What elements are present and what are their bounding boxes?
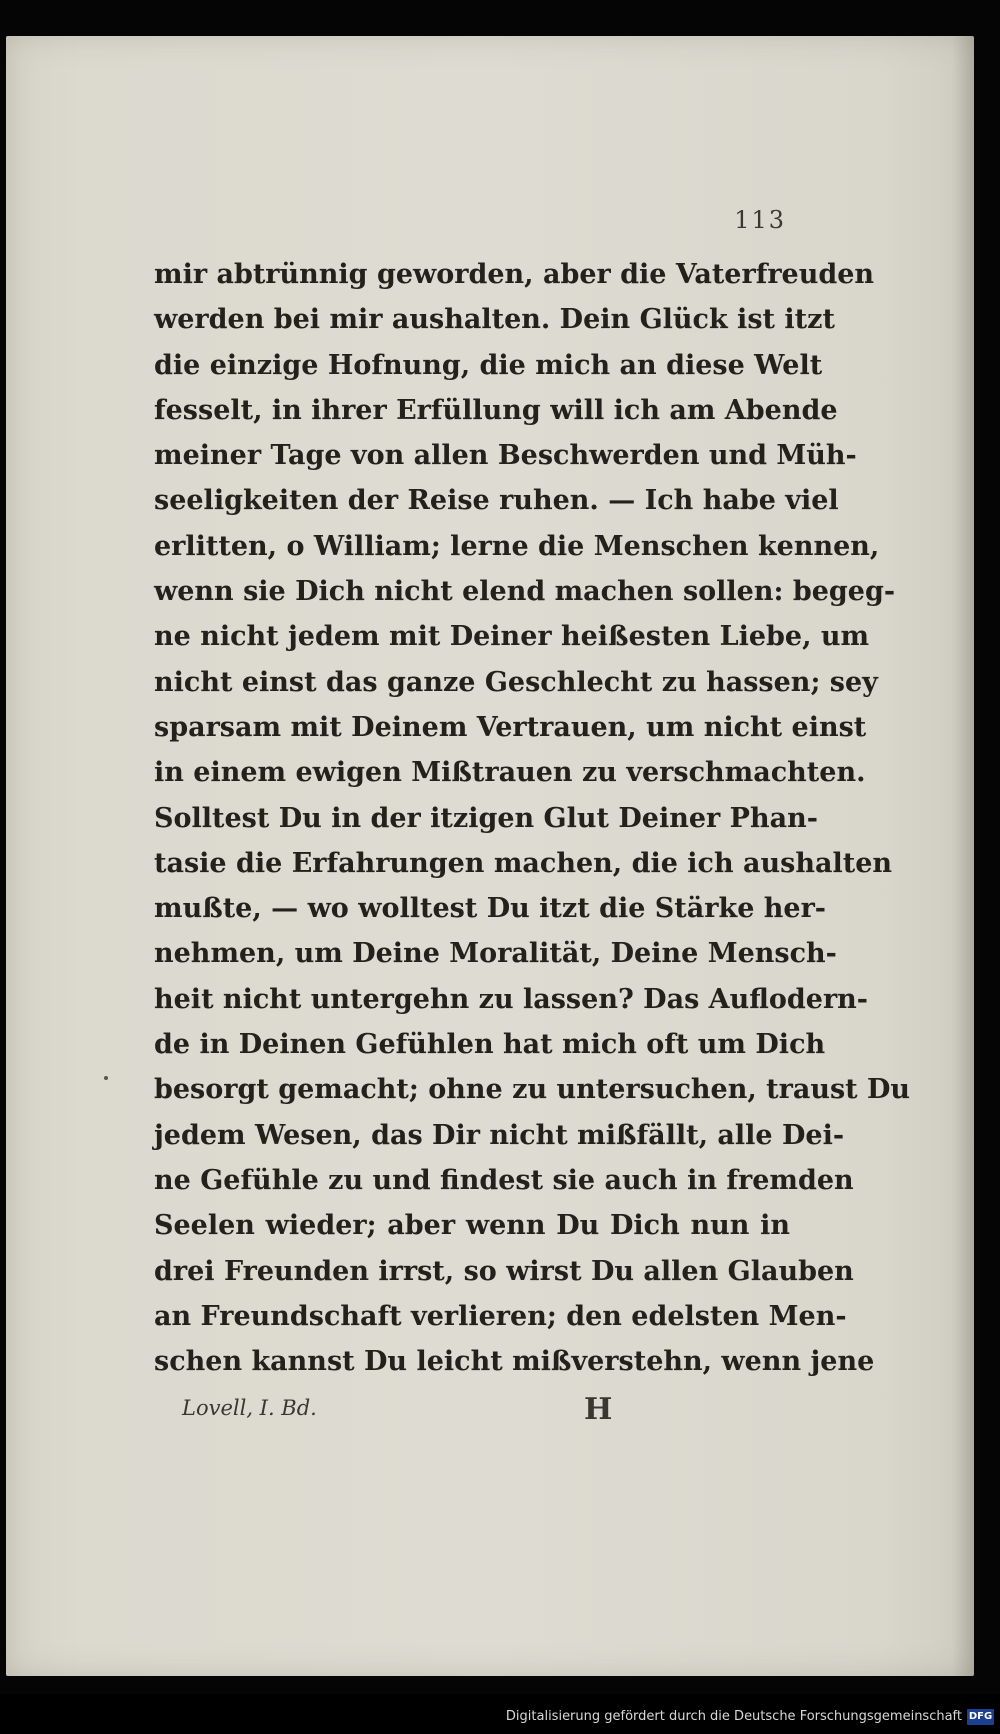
text-line: in einem ewigen Mißtrauen zu verschmachten.: [154, 757, 866, 789]
text-line: drei Freunden irrst, so wirst Du allen Glauben: [154, 1255, 854, 1287]
text-line: Solltest Du in der itzigen Glut Deiner Phan-: [154, 802, 818, 834]
text-line: nicht einst das ganze Geschlecht zu hassen; sey: [154, 666, 878, 698]
text-line: an Freundschaft verlieren; den edelsten Men-: [154, 1300, 847, 1332]
text-line: ne nicht jedem mit Deiner heißesten Liebe, um: [154, 621, 870, 653]
dfg-logo-icon: DFG: [967, 1709, 994, 1725]
page-number: 113: [734, 206, 786, 234]
text-line: Seelen wieder; aber wenn Du Dich nun in: [154, 1210, 790, 1242]
text-line: heit nicht untergehn zu lassen? Das Auflodern-: [154, 983, 869, 1015]
text-line: fesselt, in ihrer Erfüllung will ich am Abende: [154, 394, 838, 426]
page-text-body: [154, 252, 911, 1384]
credit-bar: [0, 1694, 1000, 1734]
text-line: tasie die Erfahrungen machen, die ich aushalten: [154, 847, 893, 879]
footer-title: Lovell, I. Bd.: [182, 1396, 317, 1420]
signature-mark: H: [584, 1392, 613, 1427]
text-line: seeligkeiten der Reise ruhen. — Ich habe viel: [154, 485, 839, 517]
book-page: [6, 36, 974, 1676]
text-line: schen kannst Du leicht mißverstehn, wenn jene: [154, 1346, 875, 1378]
text-line: mußte, — wo wolltest Du itzt die Stärke her-: [154, 893, 827, 925]
text-line: die einzige Hofnung, die mich an diese Welt: [154, 349, 823, 381]
text-line: de in Deinen Gefühlen hat mich oft um Dich: [154, 1029, 826, 1061]
text-line: mir abtrünnig geworden, aber die Vaterfreuden: [154, 259, 875, 290]
text-line: besorgt gemacht; ohne zu untersuchen, traust Du: [154, 1074, 911, 1106]
text-line: wenn sie Dich nicht elend machen sollen: begeg-: [154, 576, 896, 608]
text-line: sparsam mit Deinem Vertrauen, um nicht einst: [154, 711, 867, 743]
text-line: meiner Tage von allen Beschwerden und Müh-: [154, 440, 857, 472]
text-line: nehmen, um Deine Moralität, Deine Mensch-: [154, 938, 837, 970]
paper-speck: [104, 1076, 108, 1080]
text-line: erlitten, o William; lerne die Menschen kennen,: [154, 530, 880, 562]
text-line: jedem Wesen, das Dir nicht mißfällt, alle Dei-: [154, 1119, 845, 1151]
credit-text: Digitalisierung gefördert durch die Deutsche Forschungsgemeinschaft: [505, 1709, 962, 1724]
text-line: ne Gefühle zu und findest sie auch in fremden: [154, 1164, 854, 1196]
text-line: werden bei mir aushalten. Dein Glück ist itzt: [154, 304, 835, 336]
